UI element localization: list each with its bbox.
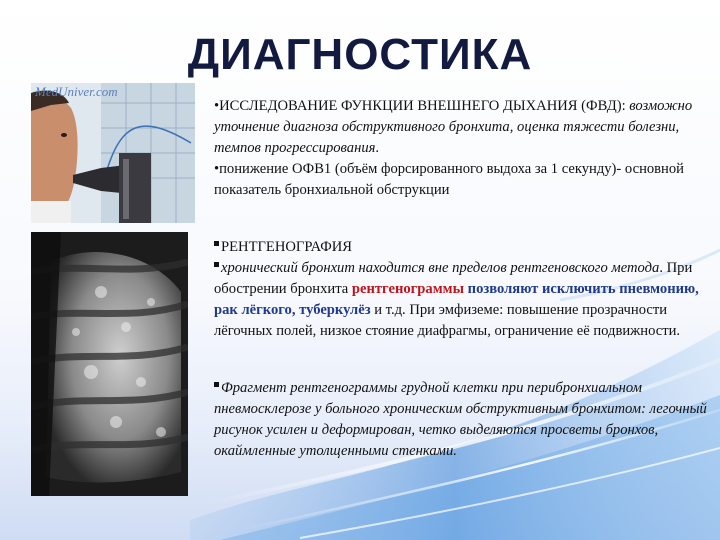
radiography-highlight-blue: позволяют исключить пневмонию, рак лёгкого, туберкулёз <box>214 281 699 318</box>
xray-image <box>31 232 188 496</box>
xray-caption: Фрагмент рентгенограммы грудной клетки при перибронхиальном пневмосклерозе у больного хроническим обструктивным бронхитом: легочный рисунок усилен и деформирован, четко выделяются просветы бронхов, окаймленные утолщенными стенками. <box>214 380 707 459</box>
xray-caption-item <box>214 378 714 462</box>
lung-function-item <box>214 96 714 159</box>
spirometry-photo <box>31 83 195 223</box>
radiography-highlight-red: рентгенограммы <box>351 281 464 297</box>
radiography-text-2: и т.д. При эмфиземе: повышение прозрачности лёгочных полей, низкое стояние диафрагмы, ограничение её подвижности. <box>214 302 681 339</box>
radiography-text-1: . При обострении бронхита <box>214 260 693 297</box>
lung-function-end: . <box>375 140 380 156</box>
square-bullet-icon <box>214 382 219 387</box>
square-bullet-icon <box>214 241 219 246</box>
radiography-section <box>214 237 714 342</box>
square-bullet-icon <box>214 262 219 267</box>
slide-title: ДИАГНОСТИКА <box>187 30 533 79</box>
lung-function-heading: ИССЛЕДОВАНИЕ ФУНКЦИИ ВНЕШНЕГО ДЫХАНИЯ (ФВД): <box>219 98 626 114</box>
watermark-text: MedUniver.com <box>35 84 118 99</box>
bullet-icon: • <box>214 161 220 177</box>
xray-caption-section <box>214 378 714 462</box>
radiography-italic: хронический бронхит находится вне пределов рентгеновского метода <box>221 260 660 276</box>
radiography-heading-item <box>214 237 714 258</box>
radiography-body <box>214 258 714 342</box>
lung-function-section <box>214 96 714 201</box>
fev1-item <box>214 159 714 201</box>
bullet-icon: • <box>214 98 220 114</box>
fev1-text: понижение ОФВ1 (объём форсированного выдоха за 1 секунду)- основной показатель бронхиальной обструкции <box>214 161 684 198</box>
lung-function-description: возможно уточнение диагноза обструктивного бронхита, оценка тяжести болезни, темпов прогрессирования <box>214 98 693 156</box>
radiography-heading: РЕНТГЕНОГРАФИЯ <box>221 239 353 255</box>
